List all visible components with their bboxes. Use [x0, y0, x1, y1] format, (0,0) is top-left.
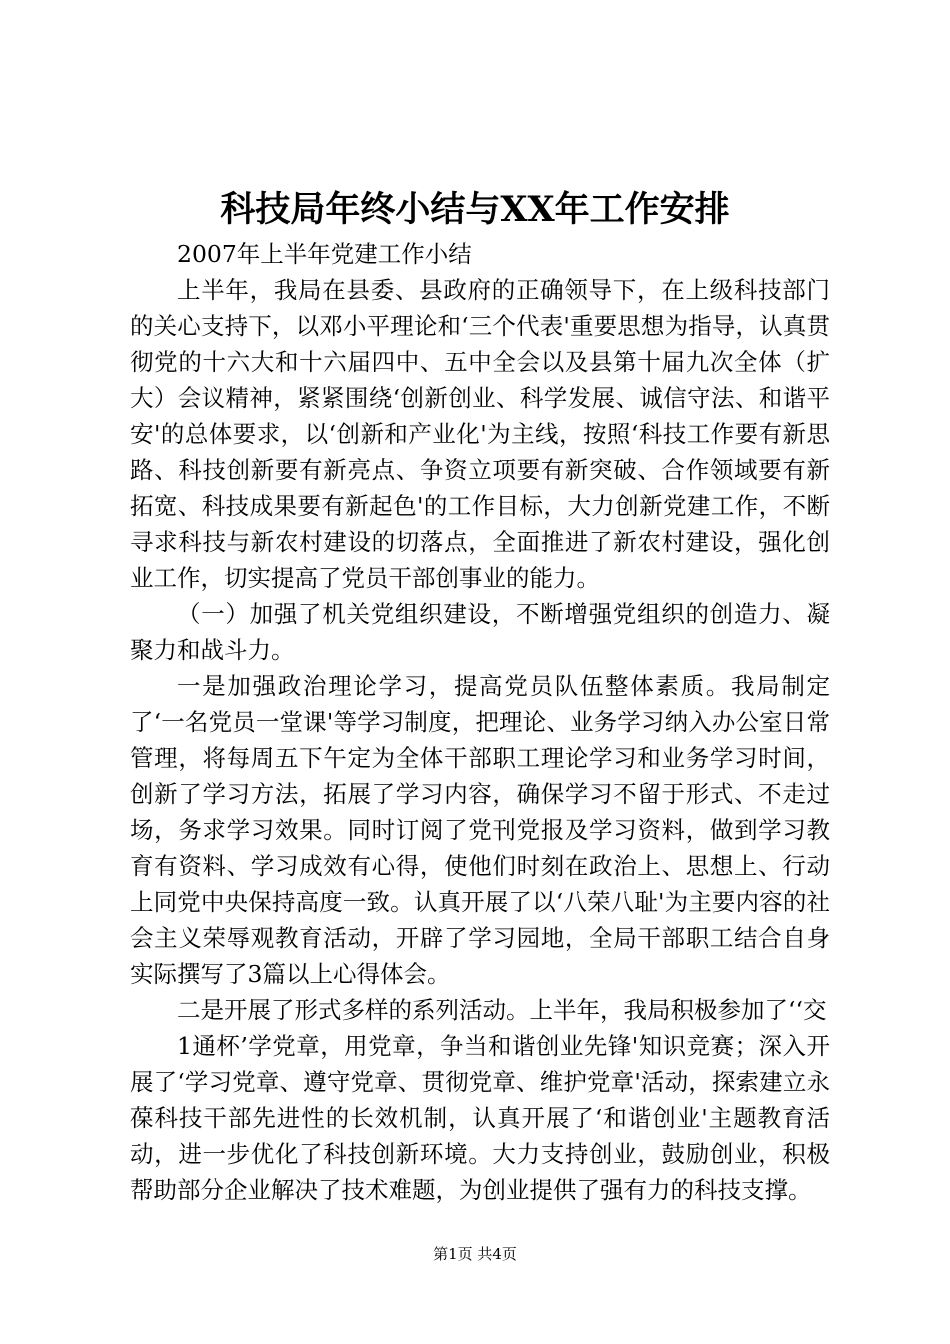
paragraph-intro: 上半年，我局在县委、县政府的正确领导下，在上级科技部门的关心支持下，以邓小平理论和‘三个代表'重要思想为指导，认真贯彻党的十六大和十六届四中、五中全会以及县第十届九次全体（扩大）会议精神，紧紧围绕‘创新创业、科学发展、诚信守法、和谐平安'的总体要求，以‘创新和产业化'为主线，按照‘科技工作要有新思路、科技创新要有新亮点、争资立项要有新突破、合作领域要有新拓宽、科技成果要有新起色'的工作目标，大力创新党建工作，不断寻求科技与新农村建设的切落点，全面推进了新农村建设，强化创业工作，切实提高了党员干部创事业的能力。 [130, 276, 830, 592]
section-heading: 2007年上半年党建工作小结 [177, 240, 472, 268]
page-number-footer: 第1页 共4页 [433, 1245, 517, 1263]
paragraph-activities-cont: 1通杯’学党章，用党章，争当和谐创业先锋'知识竞赛；深入开展了‘学习党章、遵守党章、贯彻党章、维护党章'活动，探索建立永葆科技干部先进性的长效机制，认真开展了‘和谐创业'主题教育活动，进一步优化了科技创新环境。大力支持创业，鼓励创业，积极帮助部分企业解决了技术难题，为创业提供了强有力的科技支撑。 [130, 1032, 830, 1204]
document-body [130, 236, 830, 1208]
paragraph-activities: 二是开展了形式多样的系列活动。上半年，我局积极参加了‘‘交 [177, 996, 827, 1024]
paragraph-study: 一是加强政治理论学习，提高党员队伍整体素质。我局制定了‘一名党员一堂课'等学习制度，把理论、业务学习纳入办公室日常管理，将每周五下午定为全体干部职工理论学习和业务学习时间，创新了学习方法，拓展了学习内容，确保学习不留于形式、不走过场，务求学习效果。同时订阅了党刊党报及学习资料，做到学习教育有资料、学习成效有心得，使他们时刻在政治上、思想上、行动上同党中央保持高度一致。认真开展了以‘八荣八耻'为主要内容的社会主义荣辱观教育活动，开辟了学习园地，全局干部职工结合自身实际撰写了3篇以上心得体会。 [130, 672, 830, 988]
document-title: 科技局年终小结与XX年工作安排 [220, 189, 730, 230]
paragraph-subheading: （一）加强了机关党组织建设，不断增强党组织的创造力、凝聚力和战斗力。 [130, 600, 830, 664]
